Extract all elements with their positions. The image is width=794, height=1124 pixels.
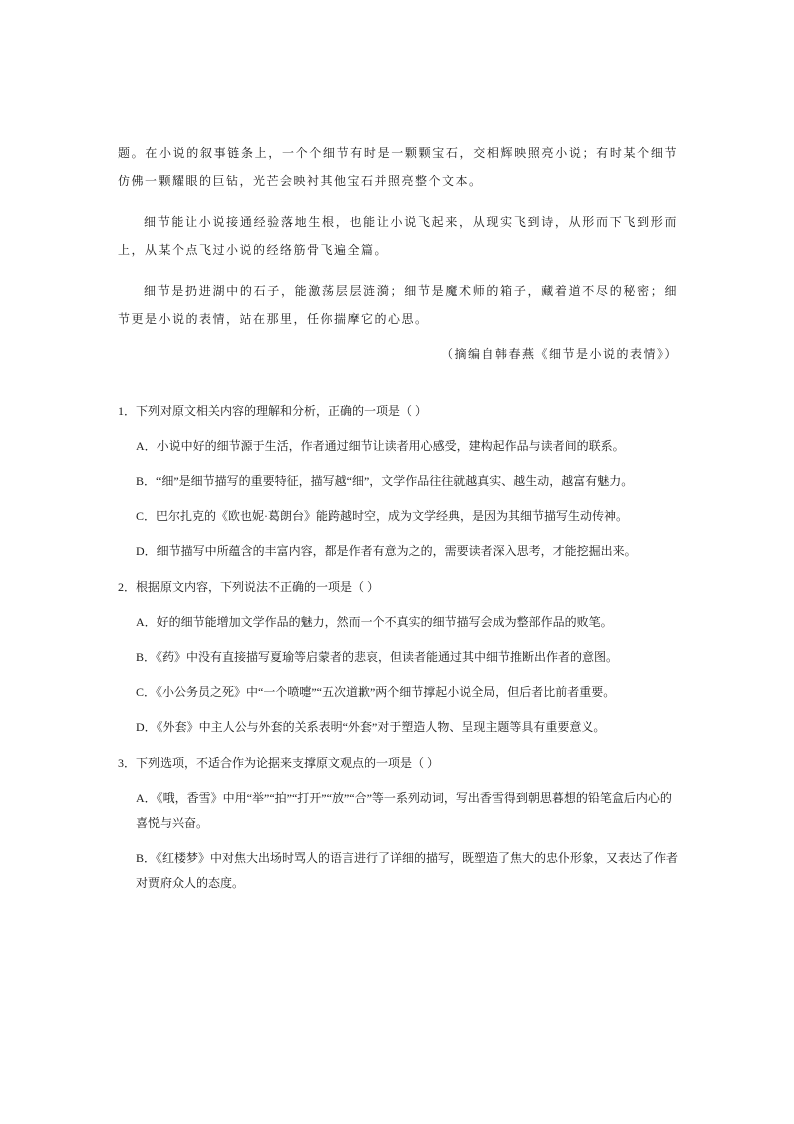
- question-stem: 3．下列选项，不适合作为论据来支撑原文观点的一项是（ ）: [118, 756, 440, 770]
- option-b: B．“细”是细节描写的重要特征，描写越“细”，文学作品往往就越真实、越生动，越富有魅力。: [136, 474, 634, 488]
- question-stem: 1．下列对原文相关内容的理解和分析，正确的一项是（ ）: [118, 404, 428, 418]
- question-list: [118, 398, 678, 906]
- passage-paragraph: 细节能让小说接通经验落地生根，也能让小说飞起来，从现实飞到诗，从形而下飞到形而上，从某个点飞过小说的经络筋骨飞遍全篇。: [118, 215, 678, 257]
- passage-paragraph: 题。在小说的叙事链条上，一个个细节有时是一颗颗宝石，交相辉映照亮小说；有时某个细节仿佛一颗耀眼的巨钻，光芒会映衬其他宝石并照亮整个文本。: [118, 146, 678, 188]
- passage-paragraph: 细节是扔进湖中的石子，能激荡层层涟漪；细节是魔术师的箱子，藏着道不尽的秘密；细节更是小说的表情，站在那里，任你揣摩它的心思。: [118, 284, 678, 326]
- question-3: [118, 750, 678, 896]
- option-c: C．《小公务员之死》中“一个喷嚏”“五次道歉”两个细节撑起小说全局，但后者比前者重要。: [136, 685, 616, 699]
- option-b: B．《药》中没有直接描写夏瑜等启蒙者的悲哀，但读者能通过其中细节推断出作者的意图。: [136, 650, 619, 664]
- option-a: A．《哦，香雪》中用“举”“拍”“打开”“放”“合”等一系列动词，写出香雪得到朝思暮想的铅笔盒后内心的喜悦与兴奋。: [136, 791, 672, 830]
- reading-passage: [118, 139, 678, 381]
- question-stem: 2．根据原文内容，下列说法不正确的一项是（ ）: [118, 580, 380, 594]
- option-d: D．细节描写中所蕴含的丰富内容，都是作者有意为之的，需要读者深入思考，才能挖掘出来。: [136, 544, 637, 558]
- question-2: [118, 574, 678, 740]
- option-b: B．《红楼梦》中对焦大出场时骂人的语言进行了详细的描写，既塑造了焦大的忠仆形象，又表达了作者对贾府众人的态度。: [136, 851, 679, 890]
- option-c: C．巴尔扎克的《欧也妮·葛朗台》能跨越时空，成为文学经典，是因为其细节描写生动传神。: [136, 509, 629, 523]
- option-a: A．小说中好的细节源于生活，作者通过细节让读者用心感受，建构起作品与读者间的联系。: [136, 439, 625, 453]
- question-1: [118, 398, 678, 564]
- option-a: A．好的细节能增加文学作品的魅力，然而一个不真实的细节描写会成为整部作品的败笔。: [136, 615, 613, 629]
- option-d: D．《外套》中主人公与外套的关系表明“外套”对于塑造人物、呈现主题等具有重要意义。: [136, 720, 606, 734]
- passage-source: （摘编自韩春燕《细节是小说的表情》）: [440, 347, 678, 361]
